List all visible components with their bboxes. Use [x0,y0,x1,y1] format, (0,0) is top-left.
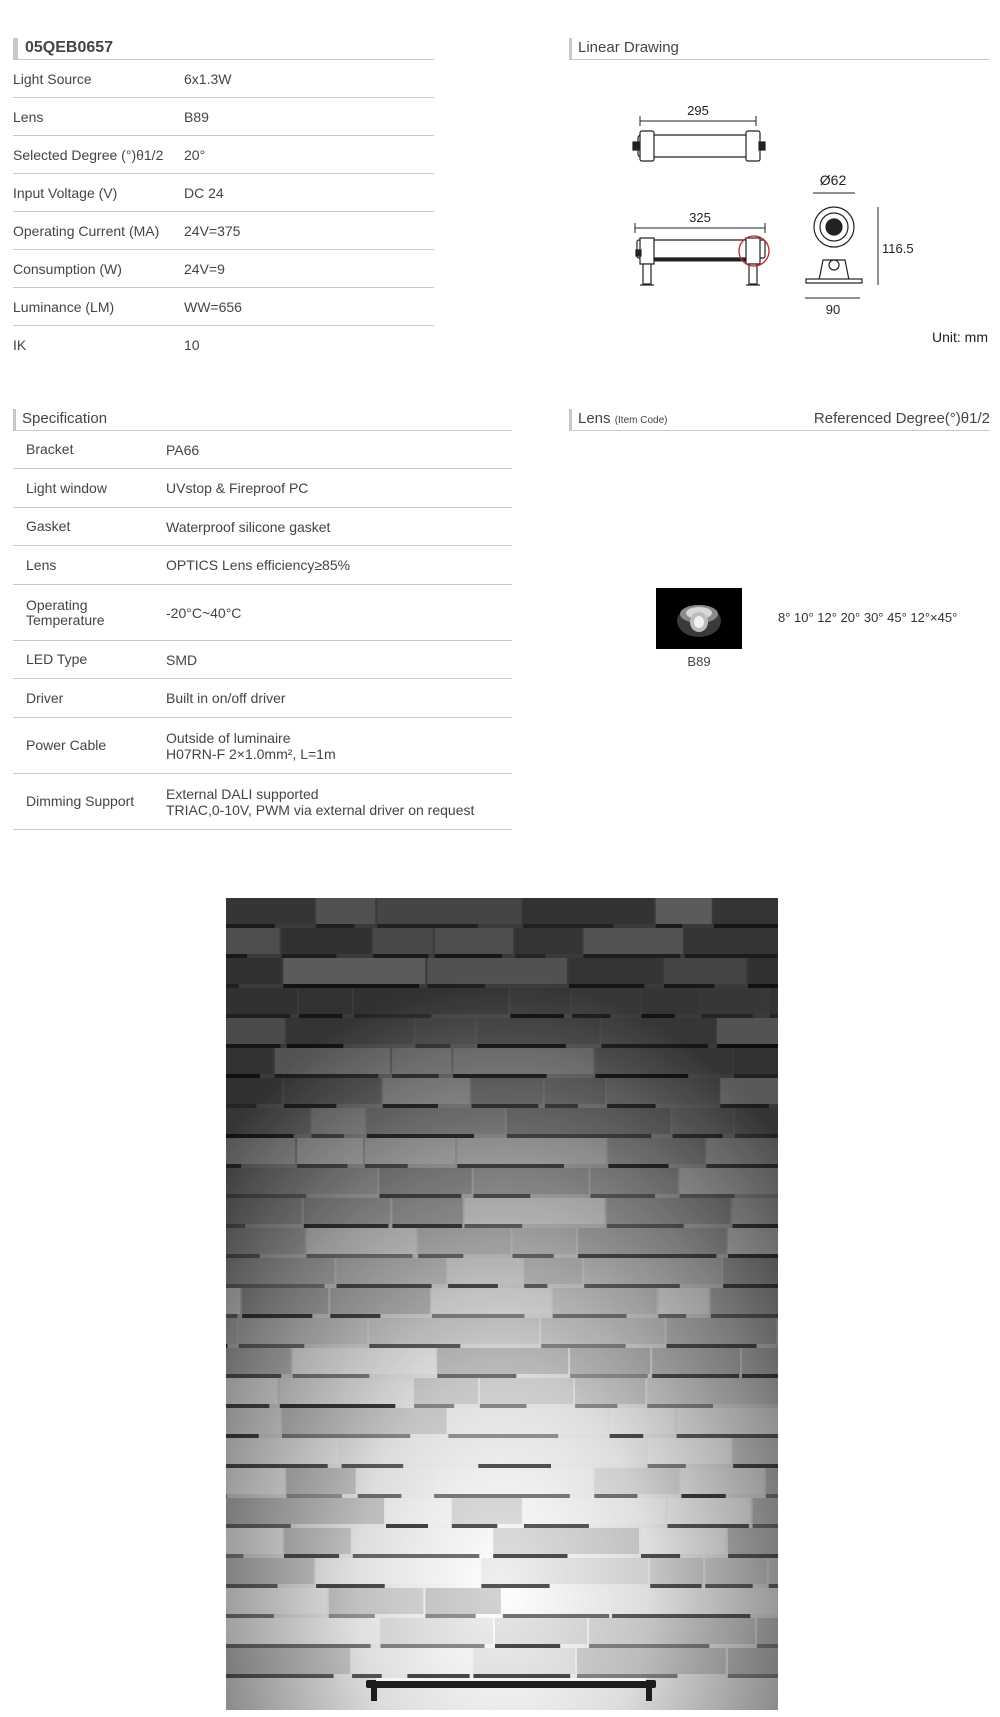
specification-header [13,409,512,431]
product-row-label: Luminance (LM) [13,298,115,315]
product-rows [13,60,434,363]
linear-drawing [620,95,990,325]
product-row-label: IK [13,336,27,353]
spec-row-value: OPTICS Lens efficiency≥85% [166,557,351,573]
spec-row-label: LED Type [26,651,88,667]
application-photo [226,898,778,1710]
product-row-label: Input Voltage (V) [13,184,118,201]
spec-row-value: UVstop & Fireproof PC [166,480,309,496]
lens-image [656,588,742,649]
product-row [13,98,434,136]
spec-row-value: -20°C~40°C [166,604,242,621]
dim-diameter: Ø62 [819,172,847,188]
linear-drawing-title: Linear Drawing [578,39,679,56]
side-view [636,238,765,285]
lens-header [569,409,990,431]
linear-drawing-header [569,38,990,60]
lens-name: B89 [687,654,711,669]
product-table [13,38,434,363]
spec-row [13,641,512,679]
product-row-label: Light Source [13,70,92,87]
specification-table [13,431,512,830]
lens-title: Lens [578,410,611,427]
product-row-value: 6x1.3W [184,70,232,87]
product-row [13,288,434,326]
spec-row [13,585,512,641]
product-row-value: 20° [184,146,206,163]
spec-row-value: Outside of luminaire H07RN-F 2×1.0mm², L=1m [166,729,336,762]
spec-row-value: SMD [166,651,198,668]
dim-top: 295 [687,103,709,118]
referenced-degrees: 8° 10° 12° 20° 30° 45° 12°×45° [778,610,958,625]
spec-row-label: Dimming Support [26,793,135,809]
spec-row [13,718,512,774]
product-row-value: 24V=9 [184,260,225,277]
product-row-value: WW=656 [184,298,242,315]
spec-row-label: Lens [26,556,57,573]
specification-title: Specification [22,410,108,427]
spec-row [13,546,512,585]
spec-row-label: Gasket [26,518,71,534]
spec-row [13,431,512,469]
spec-row-value: External DALI supported TRIAC,0-10V, PWM via external driver on request [166,785,475,818]
product-row-label: Consumption (W) [13,260,122,277]
referenced-degree-title: Referenced Degree(°)θ1/2 [813,410,990,427]
product-row-label: Operating Current (MA) [13,222,160,239]
product-row [13,250,434,288]
product-row-label: Lens [13,108,44,125]
spec-row [13,774,512,830]
product-row-value: 10 [184,336,200,353]
spec-row [13,679,512,718]
lens-title-small: (Item Code) [614,415,668,426]
product-row-value: DC 24 [184,184,224,201]
product-row [13,60,434,98]
product-row-value: 24V=375 [184,222,241,239]
dim-height: 116.5 [882,241,914,256]
product-row [13,212,434,250]
product-row [13,326,434,363]
product-row-label: Selected Degree (°)θ1/2 [13,146,164,163]
spec-row [13,508,512,546]
dim-base: 90 [825,302,841,317]
spec-row-value: Built in on/off driver [166,690,286,706]
product-row [13,174,434,212]
unit-label: Unit: mm [932,329,988,345]
product-code: 05QEB0657 [13,38,434,60]
product-row [13,136,434,174]
spec-row-label: Light window [26,479,107,496]
dim-side: 325 [689,210,711,225]
product-row-value: B89 [184,108,209,125]
spec-row-label: Operating Temperature [26,596,105,628]
spec-row-value: Waterproof silicone gasket [166,518,331,535]
spec-row-label: Driver [26,689,64,706]
end-view [806,207,862,283]
spec-row-label: Power Cable [26,737,107,753]
top-view [633,131,765,161]
spec-row-label: Bracket [26,441,74,457]
spec-row [13,469,512,508]
spec-row-value: PA66 [166,441,200,458]
